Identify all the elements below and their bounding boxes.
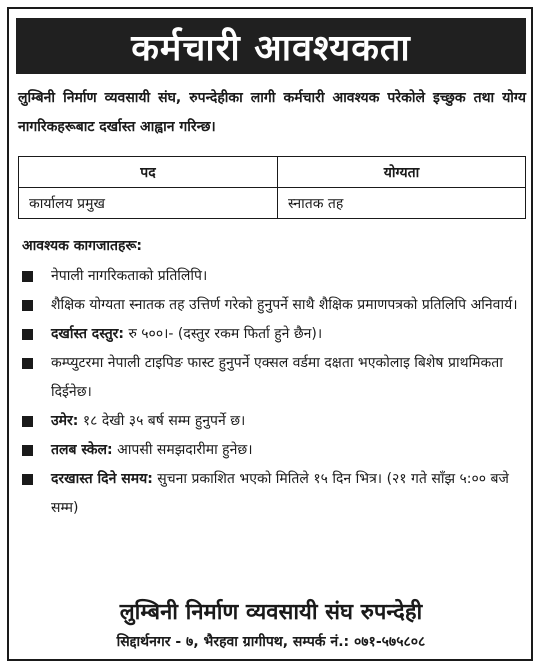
item-label: दरखास्त दिने समय:: [51, 471, 153, 487]
documents-heading: आवश्यक कागजातहरू:: [22, 238, 142, 254]
square-bullet-icon: [22, 329, 33, 340]
square-bullet-icon: [22, 445, 33, 456]
item-text: आपसी समझदारीमा हुनेछ।: [112, 442, 253, 458]
list-item: [22, 465, 526, 523]
square-bullet-icon: [22, 271, 33, 282]
table-cell-post: कार्यालय प्रमुख: [19, 188, 278, 219]
list-item: [22, 349, 526, 407]
table-header-qualification: योग्यता: [278, 157, 526, 188]
table-cell-qualification: स्नातक तह: [278, 188, 526, 219]
square-bullet-icon: [22, 358, 33, 369]
requirements-list: [22, 262, 526, 523]
item-label: दर्खास्त दस्तुर:: [51, 326, 124, 342]
table-header-post: पद: [19, 157, 278, 188]
item-text: रु ५००।- (दस्तुर रकम फिर्ता हुने छैन)।: [124, 326, 323, 342]
positions-table: [18, 156, 526, 219]
item-text: सुचना प्रकाशित भएको मितिले १५ दिन भित्र। (२१ गते साँझ ५:०० बजे सम्म): [51, 471, 509, 516]
item-text: १८ देखी ३५ बर्ष सम्म हुनुपर्ने छ।: [78, 413, 246, 429]
square-bullet-icon: [22, 474, 33, 485]
list-item: [22, 320, 526, 349]
footer-organization: लुम्बिनी निर्माण व्यवसायी संघ रुपन्देही: [119, 600, 423, 625]
item-text: नेपाली नागरिकताको प्रतिलिपि।: [51, 268, 208, 284]
item-label: तलब स्केल:: [51, 442, 113, 458]
list-item: [22, 407, 526, 436]
intro-paragraph: लुम्बिनी निर्माण व्यवसायी संघ, रुपन्देहीका लागी कर्मचारी आवश्यक परेकोले इच्छुक तथा योग्य नागरिकहरूबाट दर्खास्त आह्वान गरिन्छ।: [18, 90, 526, 135]
square-bullet-icon: [22, 300, 33, 311]
footer-address: सिद्दार्थनगर - ७, भैरहवा ग्रागीपथ, सम्पर्क नं.: ०७१-५७५८०८: [116, 634, 426, 650]
item-text: कम्प्युटरमा नेपाली टाइपिङ फास्ट हुनुपर्ने एक्सल वर्डमा दक्षता भएकोलाइ बिशेष प्राथमिकता दिईनेछ।: [51, 355, 503, 400]
item-text: शैक्षिक योग्यता स्नातक तह उत्तिर्ण गरेको हुनुपर्ने साथै शैक्षिक प्रमाणपत्रको प्रतिलिपि अनिवार्य।: [51, 297, 518, 313]
list-item: [22, 291, 526, 320]
list-item: [22, 436, 526, 465]
table-header-row: [19, 157, 526, 188]
table-row: [19, 188, 526, 219]
list-item: [22, 262, 526, 291]
page-title: कर्मचारी आवश्यकता: [16, 18, 526, 74]
item-label: उमेर:: [51, 413, 79, 429]
square-bullet-icon: [22, 416, 33, 427]
